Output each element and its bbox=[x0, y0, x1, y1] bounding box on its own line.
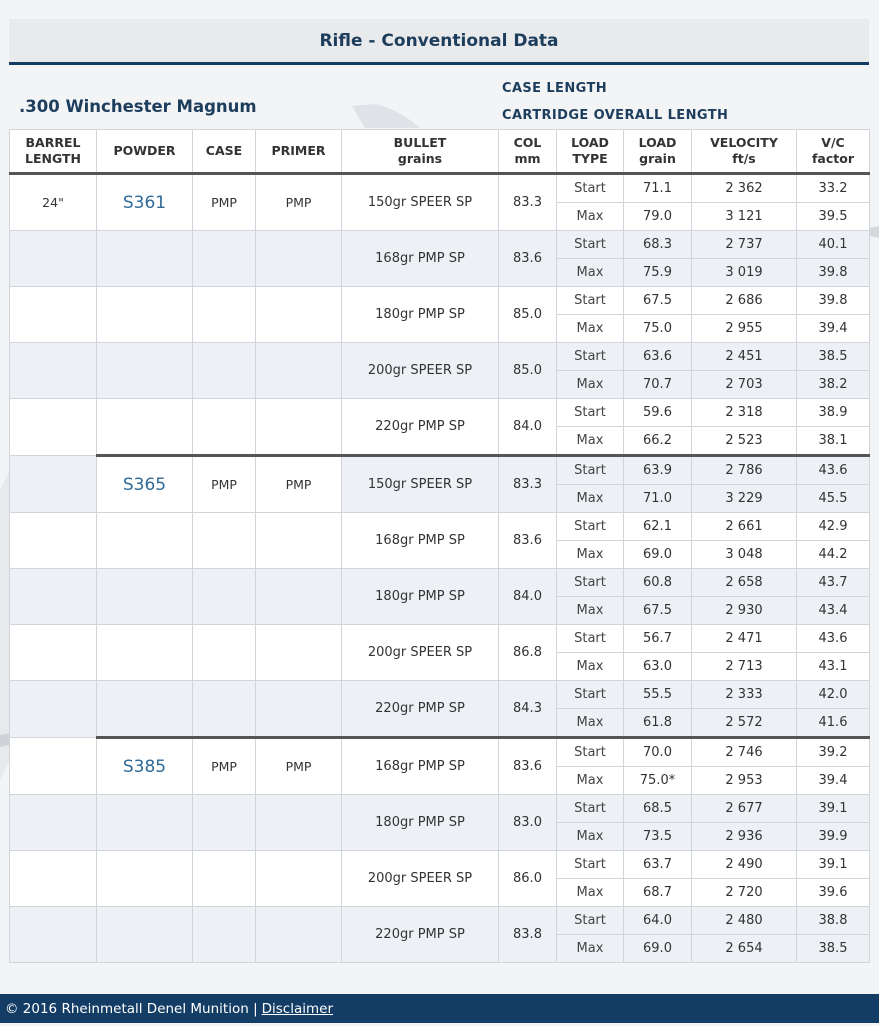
col-cell: 85.0 bbox=[499, 343, 557, 399]
primer-cell: PMP bbox=[256, 738, 342, 795]
cartridge-name: .300 Winchester Magnum bbox=[19, 97, 257, 116]
load-grain-cell: 71.0 bbox=[624, 485, 692, 513]
velocity-cell: 2 786 bbox=[692, 456, 797, 485]
primer-cell bbox=[256, 399, 342, 456]
vc-factor-cell: 39.4 bbox=[797, 767, 870, 795]
vc-factor-cell: 39.9 bbox=[797, 823, 870, 851]
vc-factor-cell: 41.6 bbox=[797, 709, 870, 738]
load-grain-cell: 63.7 bbox=[624, 851, 692, 879]
load-grain-cell: 55.5 bbox=[624, 681, 692, 709]
barrel-length-cell bbox=[10, 738, 97, 795]
col-cell: 84.0 bbox=[499, 569, 557, 625]
table-row bbox=[10, 569, 870, 597]
load-grain-cell: 61.8 bbox=[624, 709, 692, 738]
bullet-load-group bbox=[10, 343, 870, 399]
load-type-cell: Max bbox=[557, 879, 624, 907]
velocity-cell: 2 572 bbox=[692, 709, 797, 738]
cartridge-overall-length-label: CARTRIDGE OVERALL LENGTH bbox=[502, 108, 729, 123]
velocity-cell: 2 451 bbox=[692, 343, 797, 371]
load-grain-cell: 70.7 bbox=[624, 371, 692, 399]
case-cell bbox=[193, 287, 256, 343]
bullet-load-group bbox=[10, 681, 870, 738]
vc-factor-cell: 39.6 bbox=[797, 879, 870, 907]
powder-cell bbox=[97, 681, 193, 738]
velocity-cell: 2 661 bbox=[692, 513, 797, 541]
load-grain-cell: 71.1 bbox=[624, 174, 692, 203]
header-load-type: LOAD TYPE bbox=[557, 130, 624, 174]
vc-factor-cell: 39.8 bbox=[797, 259, 870, 287]
load-grain-cell: 75.9 bbox=[624, 259, 692, 287]
load-grain-cell: 69.0 bbox=[624, 541, 692, 569]
vc-factor-cell: 43.6 bbox=[797, 625, 870, 653]
powder-cell bbox=[97, 513, 193, 569]
table-row bbox=[10, 231, 870, 259]
velocity-cell: 2 318 bbox=[692, 399, 797, 427]
load-type-cell: Max bbox=[557, 485, 624, 513]
load-type-cell: Start bbox=[557, 174, 624, 203]
velocity-cell: 3 121 bbox=[692, 203, 797, 231]
powder-cell bbox=[97, 851, 193, 907]
vc-factor-cell: 39.5 bbox=[797, 203, 870, 231]
velocity-cell: 3 229 bbox=[692, 485, 797, 513]
bullet-load-group bbox=[10, 569, 870, 625]
barrel-length-cell bbox=[10, 625, 97, 681]
velocity-cell: 2 686 bbox=[692, 287, 797, 315]
load-type-cell: Max bbox=[557, 203, 624, 231]
load-grain-cell: 63.9 bbox=[624, 456, 692, 485]
load-grain-cell: 56.7 bbox=[624, 625, 692, 653]
velocity-cell: 2 677 bbox=[692, 795, 797, 823]
load-type-cell: Start bbox=[557, 456, 624, 485]
bullet-cell: 180gr PMP SP bbox=[342, 287, 499, 343]
bullet-cell: 200gr SPEER SP bbox=[342, 625, 499, 681]
load-grain-cell: 63.6 bbox=[624, 343, 692, 371]
velocity-cell: 2 713 bbox=[692, 653, 797, 681]
load-grain-cell: 70.0 bbox=[624, 738, 692, 767]
load-grain-cell: 67.5 bbox=[624, 287, 692, 315]
case-cell bbox=[193, 625, 256, 681]
case-cell bbox=[193, 343, 256, 399]
powder-cell bbox=[97, 795, 193, 851]
primer-cell bbox=[256, 343, 342, 399]
load-type-cell: Start bbox=[557, 343, 624, 371]
load-grain-cell: 69.0 bbox=[624, 935, 692, 963]
case-cell bbox=[193, 851, 256, 907]
table-row bbox=[10, 513, 870, 541]
vc-factor-cell: 42.0 bbox=[797, 681, 870, 709]
barrel-length-cell bbox=[10, 343, 97, 399]
col-cell: 83.6 bbox=[499, 738, 557, 795]
bullet-load-group bbox=[10, 287, 870, 343]
load-grain-cell: 79.0 bbox=[624, 203, 692, 231]
bullet-load-group bbox=[10, 738, 870, 795]
table-row bbox=[10, 907, 870, 935]
table-row bbox=[10, 795, 870, 823]
load-grain-cell: 62.1 bbox=[624, 513, 692, 541]
vc-factor-cell: 38.1 bbox=[797, 427, 870, 456]
vc-factor-cell: 44.2 bbox=[797, 541, 870, 569]
load-type-cell: Start bbox=[557, 569, 624, 597]
bullet-load-group bbox=[10, 456, 870, 513]
primer-cell bbox=[256, 625, 342, 681]
load-grain-cell: 68.5 bbox=[624, 795, 692, 823]
load-type-cell: Start bbox=[557, 231, 624, 259]
bullet-load-group bbox=[10, 625, 870, 681]
powder-cell: S385 bbox=[97, 738, 193, 795]
footer bbox=[0, 994, 879, 1023]
vc-factor-cell: 39.1 bbox=[797, 795, 870, 823]
case-cell bbox=[193, 513, 256, 569]
primer-cell bbox=[256, 287, 342, 343]
bullet-load-group bbox=[10, 399, 870, 456]
load-type-cell: Start bbox=[557, 795, 624, 823]
col-cell: 83.6 bbox=[499, 231, 557, 287]
bullet-cell: 180gr PMP SP bbox=[342, 795, 499, 851]
load-grain-cell: 66.2 bbox=[624, 427, 692, 456]
load-type-cell: Max bbox=[557, 427, 624, 456]
vc-factor-cell: 42.9 bbox=[797, 513, 870, 541]
barrel-length-cell bbox=[10, 513, 97, 569]
velocity-cell: 2 737 bbox=[692, 231, 797, 259]
table-row bbox=[10, 287, 870, 315]
page-header-banner bbox=[9, 19, 869, 65]
table-row bbox=[10, 625, 870, 653]
bullet-cell: 168gr PMP SP bbox=[342, 513, 499, 569]
header-barrel-length: BARREL LENGTH bbox=[10, 130, 97, 174]
table-row bbox=[10, 343, 870, 371]
load-grain-cell: 60.8 bbox=[624, 569, 692, 597]
bullet-cell: 150gr SPEER SP bbox=[342, 456, 499, 513]
load-type-cell: Start bbox=[557, 287, 624, 315]
header-velocity: VELOCITY ft/s bbox=[692, 130, 797, 174]
load-grain-cell: 68.3 bbox=[624, 231, 692, 259]
barrel-length-cell bbox=[10, 399, 97, 456]
vc-factor-cell: 39.4 bbox=[797, 315, 870, 343]
load-type-cell: Start bbox=[557, 513, 624, 541]
load-type-cell: Start bbox=[557, 399, 624, 427]
vc-factor-cell: 38.2 bbox=[797, 371, 870, 399]
header-case: CASE bbox=[193, 130, 256, 174]
primer-cell: PMP bbox=[256, 456, 342, 513]
velocity-cell: 2 936 bbox=[692, 823, 797, 851]
velocity-cell: 2 703 bbox=[692, 371, 797, 399]
primer-cell bbox=[256, 681, 342, 738]
table-row bbox=[10, 738, 870, 767]
vc-factor-cell: 40.1 bbox=[797, 231, 870, 259]
case-cell bbox=[193, 907, 256, 963]
load-grain-cell: 67.5 bbox=[624, 597, 692, 625]
bullet-cell: 200gr SPEER SP bbox=[342, 851, 499, 907]
case-cell: PMP bbox=[193, 738, 256, 795]
vc-factor-cell: 38.8 bbox=[797, 907, 870, 935]
load-grain-cell: 75.0 bbox=[624, 315, 692, 343]
footer-copyright: © 2016 Rheinmetall Denel Munition | bbox=[5, 1000, 258, 1017]
col-cell: 85.0 bbox=[499, 287, 557, 343]
load-type-cell: Max bbox=[557, 315, 624, 343]
bullet-load-group bbox=[10, 795, 870, 851]
load-type-cell: Start bbox=[557, 907, 624, 935]
load-type-cell: Max bbox=[557, 935, 624, 963]
velocity-cell: 2 930 bbox=[692, 597, 797, 625]
primer-cell bbox=[256, 851, 342, 907]
bullet-cell: 200gr SPEER SP bbox=[342, 343, 499, 399]
load-type-cell: Max bbox=[557, 259, 624, 287]
barrel-length-cell bbox=[10, 795, 97, 851]
powder-cell: S365 bbox=[97, 456, 193, 513]
header-primer: PRIMER bbox=[256, 130, 342, 174]
case-cell bbox=[193, 569, 256, 625]
bullet-load-group bbox=[10, 174, 870, 231]
powder-cell bbox=[97, 287, 193, 343]
velocity-cell: 2 480 bbox=[692, 907, 797, 935]
powder-cell bbox=[97, 907, 193, 963]
col-cell: 83.8 bbox=[499, 907, 557, 963]
vc-factor-cell: 33.2 bbox=[797, 174, 870, 203]
col-cell: 83.0 bbox=[499, 795, 557, 851]
load-type-cell: Max bbox=[557, 823, 624, 851]
bullet-cell: 220gr PMP SP bbox=[342, 399, 499, 456]
vc-factor-cell: 43.4 bbox=[797, 597, 870, 625]
header-bullet: BULLET grains bbox=[342, 130, 499, 174]
powder-cell bbox=[97, 569, 193, 625]
vc-factor-cell: 38.5 bbox=[797, 935, 870, 963]
vc-factor-cell: 43.7 bbox=[797, 569, 870, 597]
load-type-cell: Max bbox=[557, 767, 624, 795]
velocity-cell: 2 720 bbox=[692, 879, 797, 907]
load-type-cell: Start bbox=[557, 851, 624, 879]
header-powder: POWDER bbox=[97, 130, 193, 174]
primer-cell bbox=[256, 795, 342, 851]
velocity-cell: 2 333 bbox=[692, 681, 797, 709]
vc-factor-cell: 39.2 bbox=[797, 738, 870, 767]
load-grain-cell: 75.0* bbox=[624, 767, 692, 795]
vc-factor-cell: 39.8 bbox=[797, 287, 870, 315]
velocity-cell: 2 523 bbox=[692, 427, 797, 456]
velocity-cell: 2 955 bbox=[692, 315, 797, 343]
vc-factor-cell: 43.1 bbox=[797, 653, 870, 681]
col-cell: 83.6 bbox=[499, 513, 557, 569]
velocity-cell: 2 658 bbox=[692, 569, 797, 597]
velocity-cell: 2 490 bbox=[692, 851, 797, 879]
load-grain-cell: 59.6 bbox=[624, 399, 692, 427]
bullet-load-group bbox=[10, 231, 870, 287]
table-row bbox=[10, 456, 870, 485]
load-grain-cell: 64.0 bbox=[624, 907, 692, 935]
case-cell bbox=[193, 399, 256, 456]
load-type-cell: Max bbox=[557, 653, 624, 681]
col-cell: 84.3 bbox=[499, 681, 557, 738]
header-col: COL mm bbox=[499, 130, 557, 174]
primer-cell bbox=[256, 231, 342, 287]
bullet-cell: 168gr PMP SP bbox=[342, 231, 499, 287]
table-header-row bbox=[10, 130, 870, 174]
powder-cell bbox=[97, 399, 193, 456]
load-grain-cell: 73.5 bbox=[624, 823, 692, 851]
vc-factor-cell: 38.9 bbox=[797, 399, 870, 427]
barrel-length-cell bbox=[10, 851, 97, 907]
disclaimer-link[interactable]: Disclaimer bbox=[261, 1000, 334, 1017]
table-row bbox=[10, 681, 870, 709]
case-cell bbox=[193, 681, 256, 738]
barrel-length-cell bbox=[10, 907, 97, 963]
load-type-cell: Max bbox=[557, 597, 624, 625]
table-row bbox=[10, 851, 870, 879]
load-type-cell: Start bbox=[557, 681, 624, 709]
case-cell: PMP bbox=[193, 174, 256, 231]
bullet-cell: 220gr PMP SP bbox=[342, 907, 499, 963]
vc-factor-cell: 43.6 bbox=[797, 456, 870, 485]
load-data-table bbox=[9, 129, 870, 963]
bullet-load-group bbox=[10, 851, 870, 907]
case-cell bbox=[193, 795, 256, 851]
barrel-length-cell bbox=[10, 287, 97, 343]
bullet-load-group bbox=[10, 907, 870, 963]
col-cell: 84.0 bbox=[499, 399, 557, 456]
barrel-length-cell bbox=[10, 569, 97, 625]
bullet-cell: 150gr SPEER SP bbox=[342, 174, 499, 231]
velocity-cell: 2 746 bbox=[692, 738, 797, 767]
primer-cell bbox=[256, 569, 342, 625]
load-type-cell: Start bbox=[557, 625, 624, 653]
primer-cell: PMP bbox=[256, 174, 342, 231]
page-title: Rifle - Conventional Data bbox=[319, 30, 559, 51]
bullet-cell: 220gr PMP SP bbox=[342, 681, 499, 738]
powder-cell bbox=[97, 231, 193, 287]
load-grain-cell: 63.0 bbox=[624, 653, 692, 681]
velocity-cell: 2 953 bbox=[692, 767, 797, 795]
case-length-label: CASE LENGTH bbox=[502, 81, 608, 96]
col-cell: 86.0 bbox=[499, 851, 557, 907]
primer-cell bbox=[256, 907, 342, 963]
vc-factor-cell: 45.5 bbox=[797, 485, 870, 513]
load-type-cell: Max bbox=[557, 371, 624, 399]
load-type-cell: Start bbox=[557, 738, 624, 767]
velocity-cell: 3 019 bbox=[692, 259, 797, 287]
barrel-length-cell bbox=[10, 231, 97, 287]
case-cell bbox=[193, 231, 256, 287]
table-row bbox=[10, 174, 870, 203]
table-row bbox=[10, 399, 870, 427]
powder-cell bbox=[97, 343, 193, 399]
velocity-cell: 2 471 bbox=[692, 625, 797, 653]
velocity-cell: 2 362 bbox=[692, 174, 797, 203]
primer-cell bbox=[256, 513, 342, 569]
velocity-cell: 2 654 bbox=[692, 935, 797, 963]
vc-factor-cell: 38.5 bbox=[797, 343, 870, 371]
barrel-length-cell bbox=[10, 456, 97, 513]
powder-cell bbox=[97, 625, 193, 681]
col-cell: 83.3 bbox=[499, 456, 557, 513]
col-cell: 86.8 bbox=[499, 625, 557, 681]
load-type-cell: Max bbox=[557, 541, 624, 569]
header-load-grain: LOAD grain bbox=[624, 130, 692, 174]
barrel-length-cell bbox=[10, 681, 97, 738]
col-cell: 83.3 bbox=[499, 174, 557, 231]
bullet-load-group bbox=[10, 513, 870, 569]
velocity-cell: 3 048 bbox=[692, 541, 797, 569]
powder-cell: S361 bbox=[97, 174, 193, 231]
bullet-cell: 168gr PMP SP bbox=[342, 738, 499, 795]
load-grain-cell: 68.7 bbox=[624, 879, 692, 907]
header-vc-factor: V/C factor bbox=[797, 130, 870, 174]
load-type-cell: Max bbox=[557, 709, 624, 738]
barrel-length-cell: 24" bbox=[10, 174, 97, 231]
case-cell: PMP bbox=[193, 456, 256, 513]
vc-factor-cell: 39.1 bbox=[797, 851, 870, 879]
bullet-cell: 180gr PMP SP bbox=[342, 569, 499, 625]
